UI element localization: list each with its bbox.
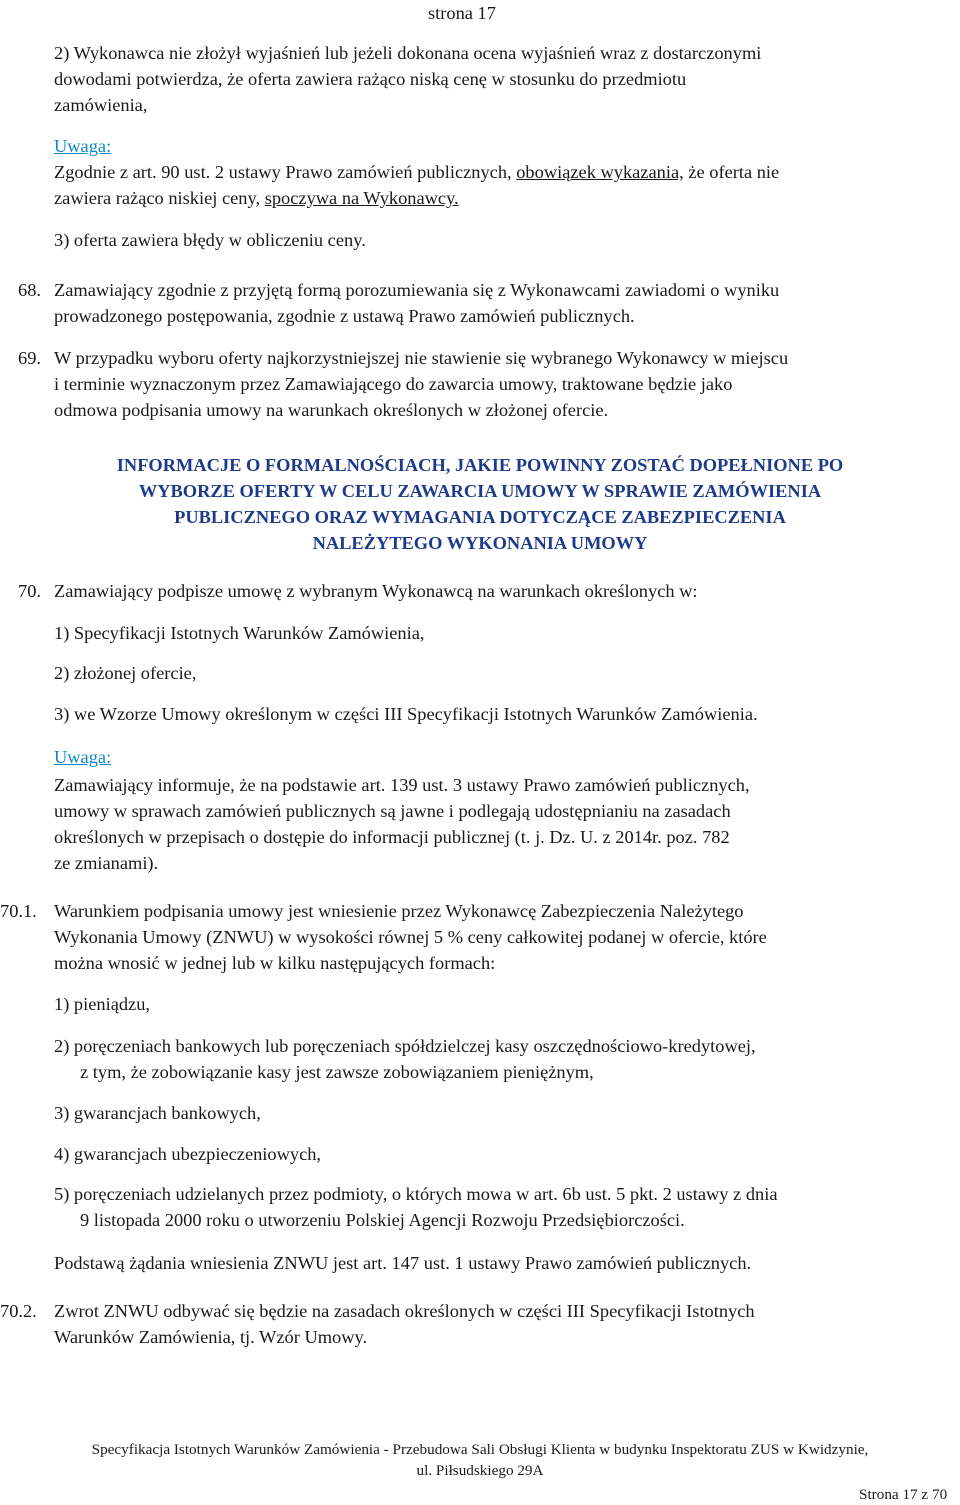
paragraph-line: Wykonania Umowy (ZNWU) w wysokości równej 5 % ceny całkowitej podanej w ofercie, które [54, 927, 767, 947]
page-counter: Strona 17 z 70 [859, 1486, 948, 1503]
section-number: 68. [18, 280, 41, 300]
paragraph-line: Warunkiem podpisania umowy jest wniesienie przez Wykonawcę Zabezpieczenia Należytego [54, 901, 744, 921]
list-item: 4) gwarancjach ubezpieczeniowych, [54, 1144, 322, 1164]
section-number: 70. [18, 581, 41, 601]
note-line: ze zmianami). [54, 853, 159, 873]
note-title: Uwaga: [54, 747, 112, 767]
list-item: 2) poręczeniach bankowych lub poręczeniach spółdzielczej kasy oszczędnościowo-kredytowej, [54, 1036, 756, 1056]
note-line [54, 189, 459, 207]
paragraph-line: Warunków Zamówienia, tj. Wzór Umowy. [54, 1327, 368, 1347]
note-line: Zamawiający informuje, że na podstawie art. 139 ust. 3 ustawy Prawo zamówień publicznych, [54, 775, 750, 795]
footer-line: ul. Piłsudskiego 29A [416, 1462, 544, 1479]
section-heading-line: INFORMACJE O FORMALNOŚCIACH, JAKIE POWINNY ZOSTAĆ DOPEŁNIONE PO [116, 455, 844, 475]
note-title: Uwaga: [54, 136, 112, 156]
list-item: 5) poręczeniach udzielanych przez podmioty, o których mowa w art. 6b ust. 5 pkt. 2 ustawy z dnia [54, 1184, 778, 1204]
list-item: 1) pieniądzu, [54, 994, 151, 1014]
section-heading-line: NALEŻYTEGO WYKONANIA UMOWY [312, 533, 648, 553]
note-underlined-text: obowiązek wykazania, [516, 162, 684, 182]
paragraph-line: 2) Wykonawca nie złożył wyjaśnień lub jeżeli dokonana ocena wyjaśnień wraz z dostarczonymi [54, 43, 762, 63]
note-text: Zgodnie z art. 90 ust. 2 ustawy Prawo zamówień publicznych, [54, 162, 512, 182]
page-label: strona 17 [428, 3, 496, 23]
note-line: określonych w przepisach o dostępie do informacji publicznej (t. j. Dz. U. z 2014r. poz. 782 [54, 827, 730, 847]
list-item: 3) gwarancjach bankowych, [54, 1103, 261, 1123]
note-text: zawiera rażąco niskiej ceny, [54, 188, 261, 208]
paragraph-line: zamówienia, [54, 95, 148, 115]
paragraph-line: Podstawą żądania wniesienia ZNWU jest art. 147 ust. 1 ustawy Prawo zamówień publicznych. [54, 1253, 752, 1273]
paragraph-line: W przypadku wyboru oferty najkorzystniejszej nie stawienie się wybranego Wykonawcy w miejscu [54, 348, 789, 368]
paragraph-line: Zamawiający podpisze umowę z wybranym Wykonawcą na warunkach określonych w: [54, 581, 698, 601]
list-item: 2) złożonej ofercie, [54, 663, 197, 683]
paragraph-line: 3) oferta zawiera błędy w obliczeniu ceny. [54, 230, 366, 250]
footer-line: Specyfikacja Istotnych Warunków Zamówienia - Przebudowa Sali Obsługi Klienta w budynku Inspektoratu ZUS w Kwidzynie, [91, 1441, 869, 1458]
paragraph-line: odmowa podpisania umowy na warunkach określonych w złożonej ofercie. [54, 400, 609, 420]
note-text: że oferta nie [688, 162, 780, 182]
note-line: umowy w sprawach zamówień publicznych są jawne i podlegają udostępnianiu na zasadach [54, 801, 731, 821]
paragraph-line: dowodami potwierdza, że oferta zawiera rażąco niską cenę w stosunku do przedmiotu [54, 69, 687, 89]
section-heading-line: WYBORZE OFERTY W CELU ZAWARCIA UMOWY W SPRAWIE ZAMÓWIENIA [138, 481, 822, 501]
paragraph-line: można wnosić w jednej lub w kilku następujących formach: [54, 953, 496, 973]
section-number: 69. [18, 348, 41, 368]
list-item-continuation: 9 listopada 2000 roku o utworzeniu Polskiej Agencji Rozwoju Przedsiębiorczości. [80, 1210, 685, 1230]
paragraph-line: Zwrot ZNWU odbywać się będzie na zasadach określonych w części III Specyfikacji Istotnych [54, 1301, 755, 1321]
paragraph-line: Zamawiający zgodnie z przyjętą formą porozumiewania się z Wykonawcami zawiadomi o wyniku [54, 280, 780, 300]
section-heading-line: PUBLICZNEGO ORAZ WYMAGANIA DOTYCZĄCE ZABEZPIECZENIA [174, 507, 786, 527]
list-item: 3) we Wzorze Umowy określonym w części III Specyfikacji Istotnych Warunków Zamówienia. [54, 704, 758, 724]
note-underlined-text: spoczywa na Wykonawcy. [264, 188, 459, 208]
paragraph-line: i terminie wyznaczonym przez Zamawiającego do zawarcia umowy, traktowane będzie jako [54, 374, 733, 394]
note-line [54, 163, 779, 181]
list-item-continuation: z tym, że zobowiązanie kasy jest zawsze zobowiązaniem pieniężnym, [80, 1062, 594, 1082]
section-number: 70.2. [0, 1301, 37, 1321]
section-number: 70.1. [0, 901, 37, 921]
list-item: 1) Specyfikacji Istotnych Warunków Zamówienia, [54, 623, 425, 643]
paragraph-line: prowadzonego postępowania, zgodnie z ustawą Prawo zamówień publicznych. [54, 306, 635, 326]
